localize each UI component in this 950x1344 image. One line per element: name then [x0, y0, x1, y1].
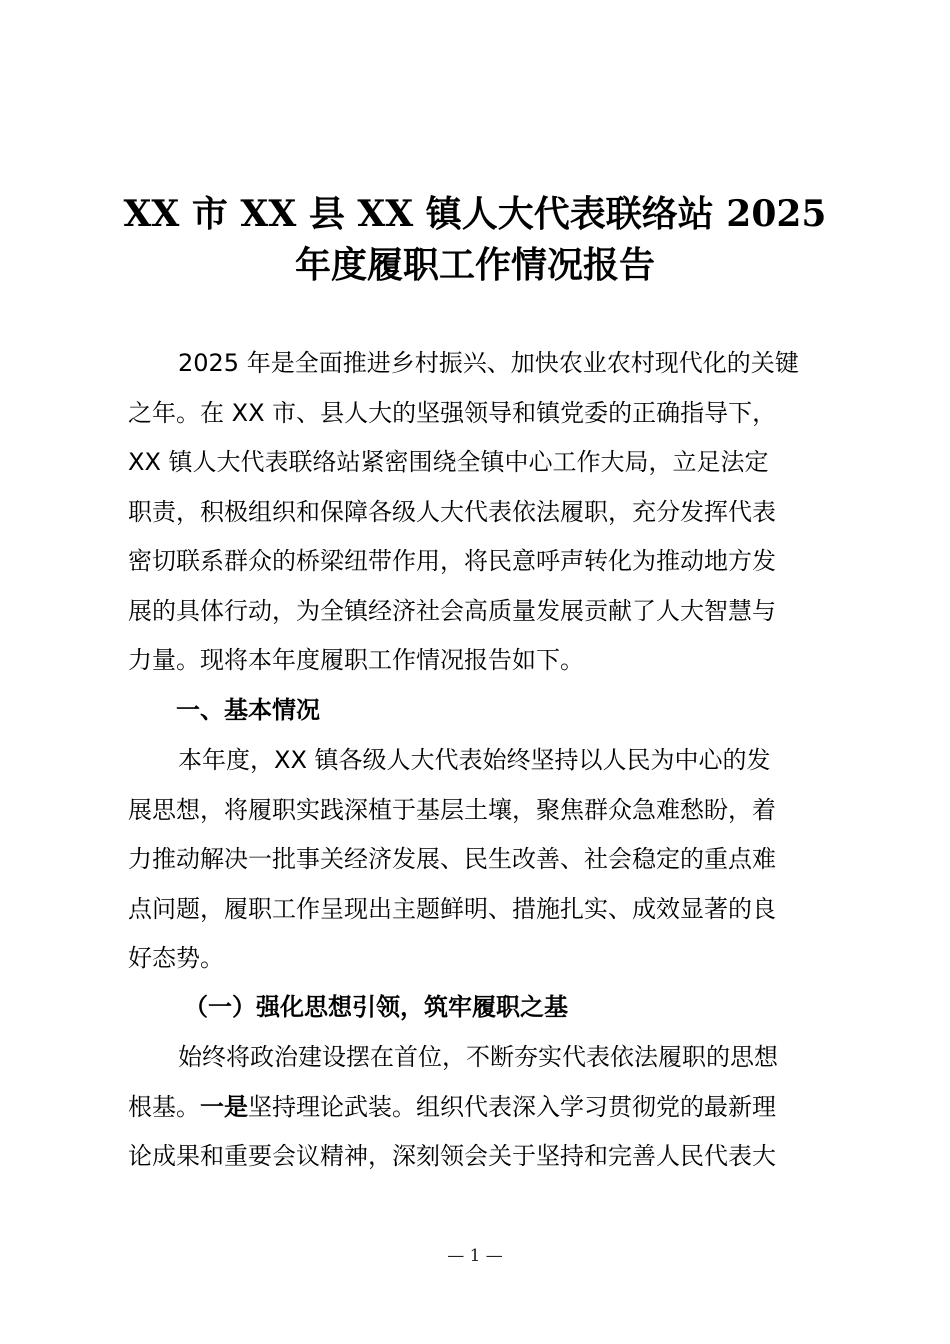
paragraph-text: 坚持理论武装。组织代表深入学习贯彻党的最新理 — [248, 1092, 776, 1121]
paragraph-line: 力推动解决一批事关经济发展、民生改善、社会稳定的重点难 — [128, 845, 776, 873]
paragraph-line: 本年度，XX 镇各级人大代表始终坚持以人民为中心的发 — [178, 746, 771, 774]
paragraph-line: XX 镇人大代表联络站紧密围绕全镇中心工作大局，立足法定 — [128, 448, 769, 476]
paragraph-line: 始终将政治建设摆在首位，不断夯实代表依法履职的思想 — [178, 1043, 778, 1071]
paragraph-line: 之年。在 XX 市、县人大的坚强领导和镇党委的正确指导下， — [128, 398, 777, 427]
basic-situation-paragraph — [128, 736, 848, 984]
paragraph-line: 点问题，履职工作呈现出主题鲜明、措施扎实、成效显著的良 — [128, 894, 776, 923]
subsection-heading-ideological-guidance: （一）强化思想引领，筑牢履职之基 — [184, 993, 568, 1021]
paragraph-line: 密切联系群众的桥梁纽带作用，将民意呼声转化为推动地方发 — [128, 547, 776, 575]
paragraph-text: 根基。 — [128, 1092, 200, 1121]
intro-paragraph — [128, 339, 848, 686]
paragraph-line: 2025 年是全面推进乡村振兴、加快农业农村现代化的关键 — [178, 349, 799, 377]
page-number: — 1 — — [447, 1246, 503, 1266]
document-title-line-1: XX 市 XX 县 XX 镇人大代表联络站 2025 — [123, 193, 827, 235]
section-heading-basic-situation: 一、基本情况 — [176, 696, 320, 724]
ideological-guidance-paragraph — [128, 1033, 848, 1182]
paragraph-line: 好态势。 — [128, 944, 224, 972]
paragraph-line: 展的具体行动，为全镇经济社会高质量发展贡献了人大智慧与 — [128, 596, 776, 625]
paragraph-line: 论成果和重要会议精神，深刻领会关于坚持和完善人民代表大 — [128, 1142, 776, 1170]
document-title-line-2: 年度履职工作情况报告 — [294, 244, 655, 286]
paragraph-line: 展思想，将履职实践深植于基层土壤，聚焦群众急难愁盼，着 — [128, 795, 776, 824]
paragraph-line — [128, 1083, 848, 1133]
emphasis-first: 一是 — [200, 1092, 248, 1121]
paragraph-line: 职责，积极组织和保障各级人大代表依法履职，充分发挥代表 — [128, 497, 776, 526]
paragraph-line: 力量。现将本年度履职工作情况报告如下。 — [128, 646, 584, 674]
